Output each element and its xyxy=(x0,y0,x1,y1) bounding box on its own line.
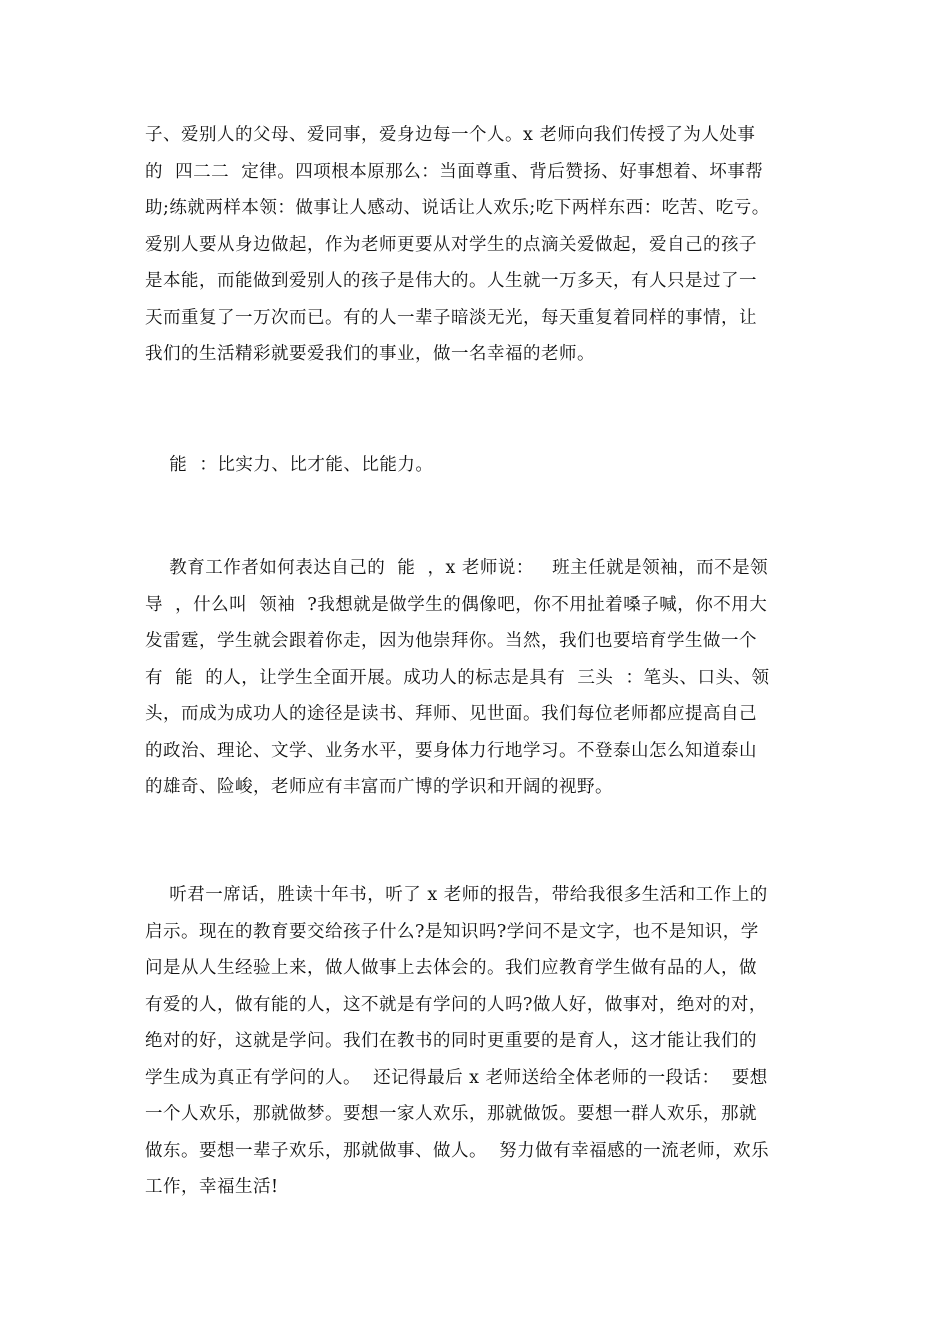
text-line: 能 ：比实力、比才能、比能力。 xyxy=(145,455,434,475)
text-line: 的雄奇、险峻，老师应有丰富而广博的学识和开阔的视野。 xyxy=(145,777,613,797)
text-line: 导 ，什么叫 领袖 ?我想就是做学生的偶像吧，你不用扯着嗓子喊，你不用大 xyxy=(145,594,768,615)
text-line: 听君一席话，胜读十年书，听了 x 老师的报告，带给我很多生活和工作上的 xyxy=(145,885,768,905)
text-line: 绝对的好，这就是学问。我们在教书的同时更重要的是育人，这才能让我们的 xyxy=(145,1031,757,1051)
text-line: 爱别人要从身边做起，作为老师更要从对学生的点滴关爱做起，爱自己的孩子 xyxy=(145,234,757,255)
text-line: 子、爱别人的父母、爱同事，爱身边每一个人。x 老师向我们传授了为人处事 xyxy=(145,125,756,145)
text-line: 的政治、理论、文学、业务水平，要身体力行地学习。不登泰山怎么知道泰山 xyxy=(145,740,757,761)
text-line: 工作，幸福生活! xyxy=(145,1177,279,1197)
text-line: 有爱的人，做有能的人，这不就是有学问的人吗?做人好，做事对，绝对的对， xyxy=(145,994,767,1015)
text-line: 有 能 的人，让学生全面开展。成功人的标志是具有 三头 ：笔头、口头、领 xyxy=(145,667,770,688)
paragraph-3 xyxy=(145,550,815,806)
text-line: 是本能，而能做到爱别人的孩子是伟大的。人生就一万多天，有人只是过了一 xyxy=(145,271,757,291)
text-line: 我们的生活精彩就要爱我们的事业，做一名幸福的老师。 xyxy=(145,344,595,364)
text-line: 学生成为真正有学问的人。 还记得最后 x 老师送给全体老师的一段话： 要想 xyxy=(145,1067,768,1088)
text-line: 启示。现在的教育要交给孩子什么?是知识吗?学问不是文字，也不是知识，学 xyxy=(145,921,759,942)
paragraph-2 xyxy=(145,447,815,484)
text-line: 发雷霆，学生就会跟着你走，因为他崇拜你。当然，我们也要培育学生做一个 xyxy=(145,631,757,651)
text-line: 天而重复了一万次而已。有的人一辈子暗淡无光，每天重复着同样的事情，让 xyxy=(145,307,757,328)
paragraph-1 xyxy=(145,117,815,373)
paragraph-4 xyxy=(145,877,815,1206)
text-line: 做东。要想一辈子欢乐，那就做事、做人。 努力做有幸福感的一流老师，欢乐 xyxy=(145,1140,770,1161)
text-line: 教育工作者如何表达自己的 能 ，x 老师说： 班主任就是领袖，而不是领 xyxy=(145,558,769,578)
text-line: 的 四二二 定律。四项根本原那么：当面尊重、背后赞扬、好事想着、坏事帮 xyxy=(145,161,764,182)
text-line: 头，而成为成功人的途径是读书、拜师、见世面。我们每位老师都应提高自己 xyxy=(145,704,757,724)
text-line: 助;练就两样本领：做事让人感动、说话让人欢乐;吃下两样东西：吃苦、吃亏。 xyxy=(145,198,770,218)
text-line: 一个人欢乐，那就做梦。要想一家人欢乐，那就做饭。要想一群人欢乐，那就 xyxy=(145,1104,757,1124)
text-line: 问是从人生经验上来，做人做事上去体会的。我们应教育学生做有品的人，做 xyxy=(145,958,757,978)
